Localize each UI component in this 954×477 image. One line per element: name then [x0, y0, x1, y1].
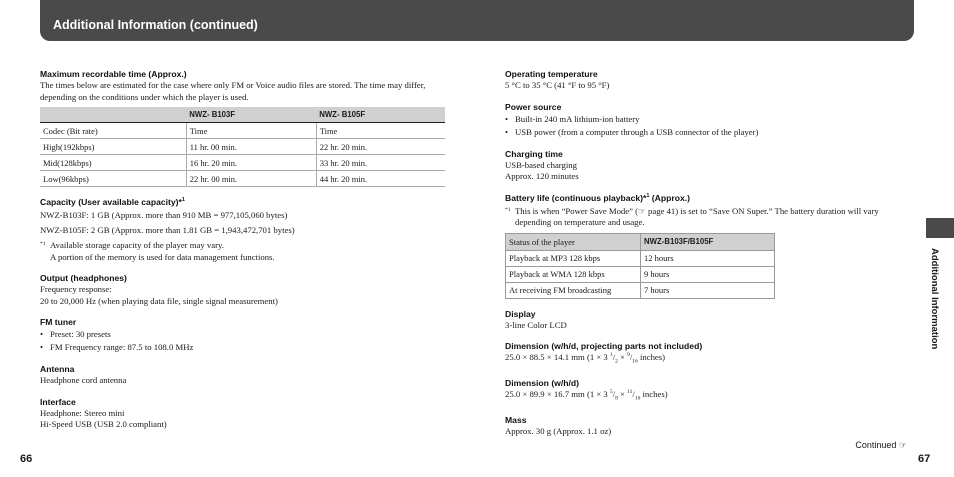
display-line: 3-line Color LCD	[505, 319, 567, 330]
recording-time-table	[40, 107, 445, 187]
display-heading: Display	[505, 308, 536, 319]
list-item: • Preset: 30 presets	[40, 328, 445, 341]
mass-heading: Mass	[505, 415, 527, 426]
left-column	[40, 68, 445, 431]
interface-line2: Hi-Speed USB (USB 2.0 compliant)	[40, 419, 167, 429]
table-cell: Low(96kbps)	[40, 171, 186, 187]
table-row	[40, 155, 445, 171]
power-list	[505, 113, 905, 139]
temp-heading: Operating temperature	[505, 69, 598, 79]
table-cell: High(192kbps)	[40, 139, 186, 155]
page-number-right: 67	[918, 453, 931, 465]
table-cell: Time	[316, 123, 445, 139]
dimension-full-line: 25.0 × 89.9 × 16.7 mm (1 × 3 $^5/_8 \times ^{11}/_{16}$ inches)	[505, 389, 668, 402]
list-item: • FM Frequency range: 87.5 to 108.0 MHz	[40, 341, 445, 354]
side-section-label: Additional Information	[929, 248, 940, 350]
page-title: Additional Information (continued)	[53, 18, 258, 32]
footnote-marker: 1	[181, 197, 185, 204]
table-cell: 12 hours	[641, 250, 775, 266]
fm-tuner-heading: FM tuner	[40, 317, 77, 327]
dimension-full-heading: Dimension (w/h/d)	[505, 378, 579, 389]
table-row	[40, 171, 445, 187]
fm-tuner-list	[40, 328, 445, 354]
output-line2: 20 to 20,000 Hz (when playing data file, single signal measurement)	[40, 295, 278, 306]
output-heading: Output (headphones)	[40, 273, 127, 283]
table-cell: Playback at MP3 128 kbps	[506, 250, 641, 266]
table-header: NWZ- B105F	[316, 107, 445, 123]
charging-line1: USB-based charging	[505, 159, 577, 170]
battery-life-table	[505, 233, 775, 299]
dimension-line: 25.0 × 88.5 × 14.1 mm (1 × 3 $^1/_2 \times ^9/_{16}$ inches)	[505, 352, 666, 365]
output-line1: Frequency response:	[40, 284, 112, 294]
table-header-row	[506, 233, 775, 250]
capacity-note	[40, 240, 445, 263]
table-header-row	[40, 107, 445, 123]
table-cell: 16 hr. 20 min.	[186, 155, 316, 171]
table-row	[506, 250, 775, 266]
page-number-left: 66	[20, 453, 33, 465]
table-cell: 7 hours	[641, 282, 775, 298]
footnote-marker: 1	[646, 192, 650, 199]
battery-note-text: This is when “Power Save Mode” (☞ page 41) is set to “Save ON Super.” The battery duration will vary depending on temperature and usage.	[515, 205, 879, 227]
table-cell: Time	[186, 123, 316, 139]
right-column	[505, 68, 905, 438]
antenna-heading: Antenna	[40, 364, 75, 374]
power-heading: Power source	[505, 101, 562, 112]
mass-line: Approx. 30 g (Approx. 1.1 oz)	[505, 426, 612, 437]
max-rec-desc: The times below are estimated for the case where only FM or Voice audio files are stored. The time may differ, depending on the conditions under which the player is used.	[40, 80, 426, 102]
antenna-line: Headphone cord antenna	[40, 375, 127, 385]
table-cell: 11 hr. 00 min.	[186, 139, 316, 155]
interface-line1: Headphone: Stereo mini	[40, 407, 125, 418]
capacity-note-line1: Available storage capacity of the player may vary.	[50, 240, 224, 250]
capacity-heading: Capacity (User available capacity)*$^1$	[40, 197, 185, 207]
list-item: • USB power (from a computer through a USB connector of the player)	[505, 126, 905, 139]
battery-heading: Battery life (continuous playback)*$^1$ (Approx.)	[505, 192, 690, 203]
page-header	[40, 0, 914, 41]
dimension-heading: Dimension (w/h/d, projecting parts not included)	[505, 341, 703, 351]
table-header	[40, 107, 186, 123]
footnote-mark: *1	[505, 206, 511, 213]
capacity-b103f: NWZ-B103F: 1 GB (Approx. more than 910 MB = 977,105,060 bytes)	[40, 210, 288, 220]
table-cell: At receiving FM broadcasting	[506, 282, 641, 298]
table-row	[506, 266, 775, 282]
table-cell: Codec (Bit rate)	[40, 123, 186, 139]
max-rec-heading: Maximum recordable time (Approx.)	[40, 69, 187, 79]
charging-line2: Approx. 120 minutes	[505, 171, 579, 181]
table-row	[40, 139, 445, 155]
table-header: NWZ- B103F	[186, 107, 316, 123]
footnote-mark: *1	[40, 241, 46, 247]
table-cell: 44 hr. 20 min.	[316, 171, 445, 187]
table-cell: 9 hours	[641, 266, 775, 282]
table-row	[506, 282, 775, 298]
list-item: • Built-in 240 mA lithium-ion battery	[505, 113, 905, 126]
table-cell: 22 hr. 20 min.	[316, 139, 445, 155]
table-header: Status of the player	[506, 233, 641, 250]
table-cell: Playback at WMA 128 kbps	[506, 266, 641, 282]
table-header: NWZ-B103F/B105F	[641, 233, 775, 250]
table-cell: 33 hr. 20 min.	[316, 155, 445, 171]
continued-label: Continued ☞	[855, 440, 907, 450]
capacity-b105f: NWZ-B105F: 2 GB (Approx. more than 1.81 GB = 1,943,472,701 bytes)	[40, 224, 295, 235]
charging-heading: Charging time	[505, 148, 563, 159]
table-cell: 22 hr. 00 min.	[186, 171, 316, 187]
interface-heading: Interface	[40, 396, 76, 407]
capacity-note-line2: A portion of the memory is used for data management functions.	[50, 251, 275, 262]
section-tab-marker	[926, 218, 954, 238]
battery-note	[505, 206, 905, 229]
table-row	[40, 123, 445, 139]
table-cell: Mid(128kbps)	[40, 155, 186, 171]
temp-line: 5 °C to 35 °C (41 °F to 95 °F)	[505, 80, 610, 90]
